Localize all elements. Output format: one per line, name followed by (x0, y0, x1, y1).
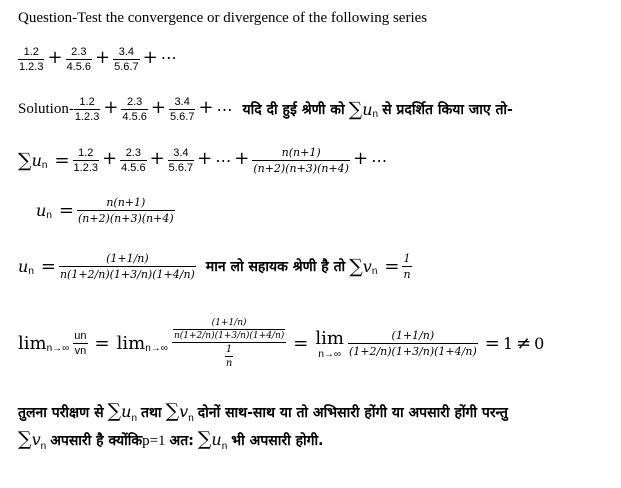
solution-hindi-1: यदि दी हुई श्रेणी को (242, 102, 345, 118)
question-line (18, 10, 427, 27)
solution-hindi-2: से प्रदर्शित किया जाए तो- (382, 102, 513, 118)
series-expression: $\frac{1.2}{1.2.3}$ + $\frac{2.3}{4.5.6}$ + $\frac{3.4}{5.6.7}$ + ⋯ (19, 46, 177, 73)
series-term-3: $\frac{3.4}{5.6.7}$ (114, 46, 139, 73)
sum-un-expression: $\sum u_n$ = $\frac{1.2}{1.2.3}$ + $\frac{2.3}{4.5.6}$ + $\frac{3.4}{5.6.7}$ + ⋯ + $\frac{n(n+1)}{(n+2)(n+3)(n+4)}$ + ⋯ (18, 146, 388, 175)
series-term-1: $\frac{1.2}{1.2.3}$ (19, 46, 44, 73)
vn-value: $\frac{1}{n}$ (403, 252, 411, 281)
question-prefix: Question- (18, 10, 78, 26)
conclusion-line-1: तुलना परीक्षण से $\sum u_n$ तथा $\sum v_n$ दोनों साथ-साथ या तो अभिसारी होंगी या अपसारी होंगी परन्तु (18, 400, 508, 424)
auxiliary-series-hindi: मान लो सहायक श्रेणी है तो (205, 259, 346, 275)
conclusion-line-2: $\sum v_n$ अपसारी है क्योंकिp=1 अत: $\sum u_n$ भी अपसारी होगी. (18, 428, 324, 452)
compound-fraction: $\frac{\frac{(1+1/n)}{n(1+2/n)(1+3/n)(1+4/n)}}{\frac{1}{n}}$ (173, 318, 285, 369)
series-term-2: $\frac{2.3}{4.5.6}$ (66, 46, 92, 73)
un-definition: $u_n$ = $\frac{n(n+1)}{(n+2)(n+3)(n+4)}$ (36, 196, 174, 225)
solution-line: Solution- $\frac{1.2}{1.2.3}$ + $\frac{2.3}{4.5.6}$ + $\frac{3.4}{5.6.7}$ + ⋯ यदि दी हुई श्रेणी को $\sum u_n$ से प्रदर्शित किया जाए तो- (18, 96, 513, 123)
question-text: Test the convergence or divergence of the following series (77, 10, 428, 26)
limit-expression: $\lim_{n\to\infty}$ $\frac{un}{vn}$ = $\lim_{n\to\infty}$ $\frac{\frac{(1+1/n)}{n(1+2/n)(1+3/n)(1+4/n)}}{\frac{1}{n}}$ = lim n→∞ $\frac{(1+1/n)}{(1+2/n)(1+3/n)(1+4/n)}$ = 1 ≠ 0 (18, 318, 545, 369)
general-term: $\frac{n(n+1)}{(n+2)(n+3)(n+4)}$ (253, 146, 349, 175)
un-simplified: $u_n$ = $\frac{(1+1/n)}{n(1+2/n)(1+3/n)(1+4/n)}$ मान लो सहायक श्रेणी है तो $\sum v_n$ = $\frac{1}{n}$ (18, 252, 411, 281)
solution-label: Solution- (18, 101, 74, 117)
